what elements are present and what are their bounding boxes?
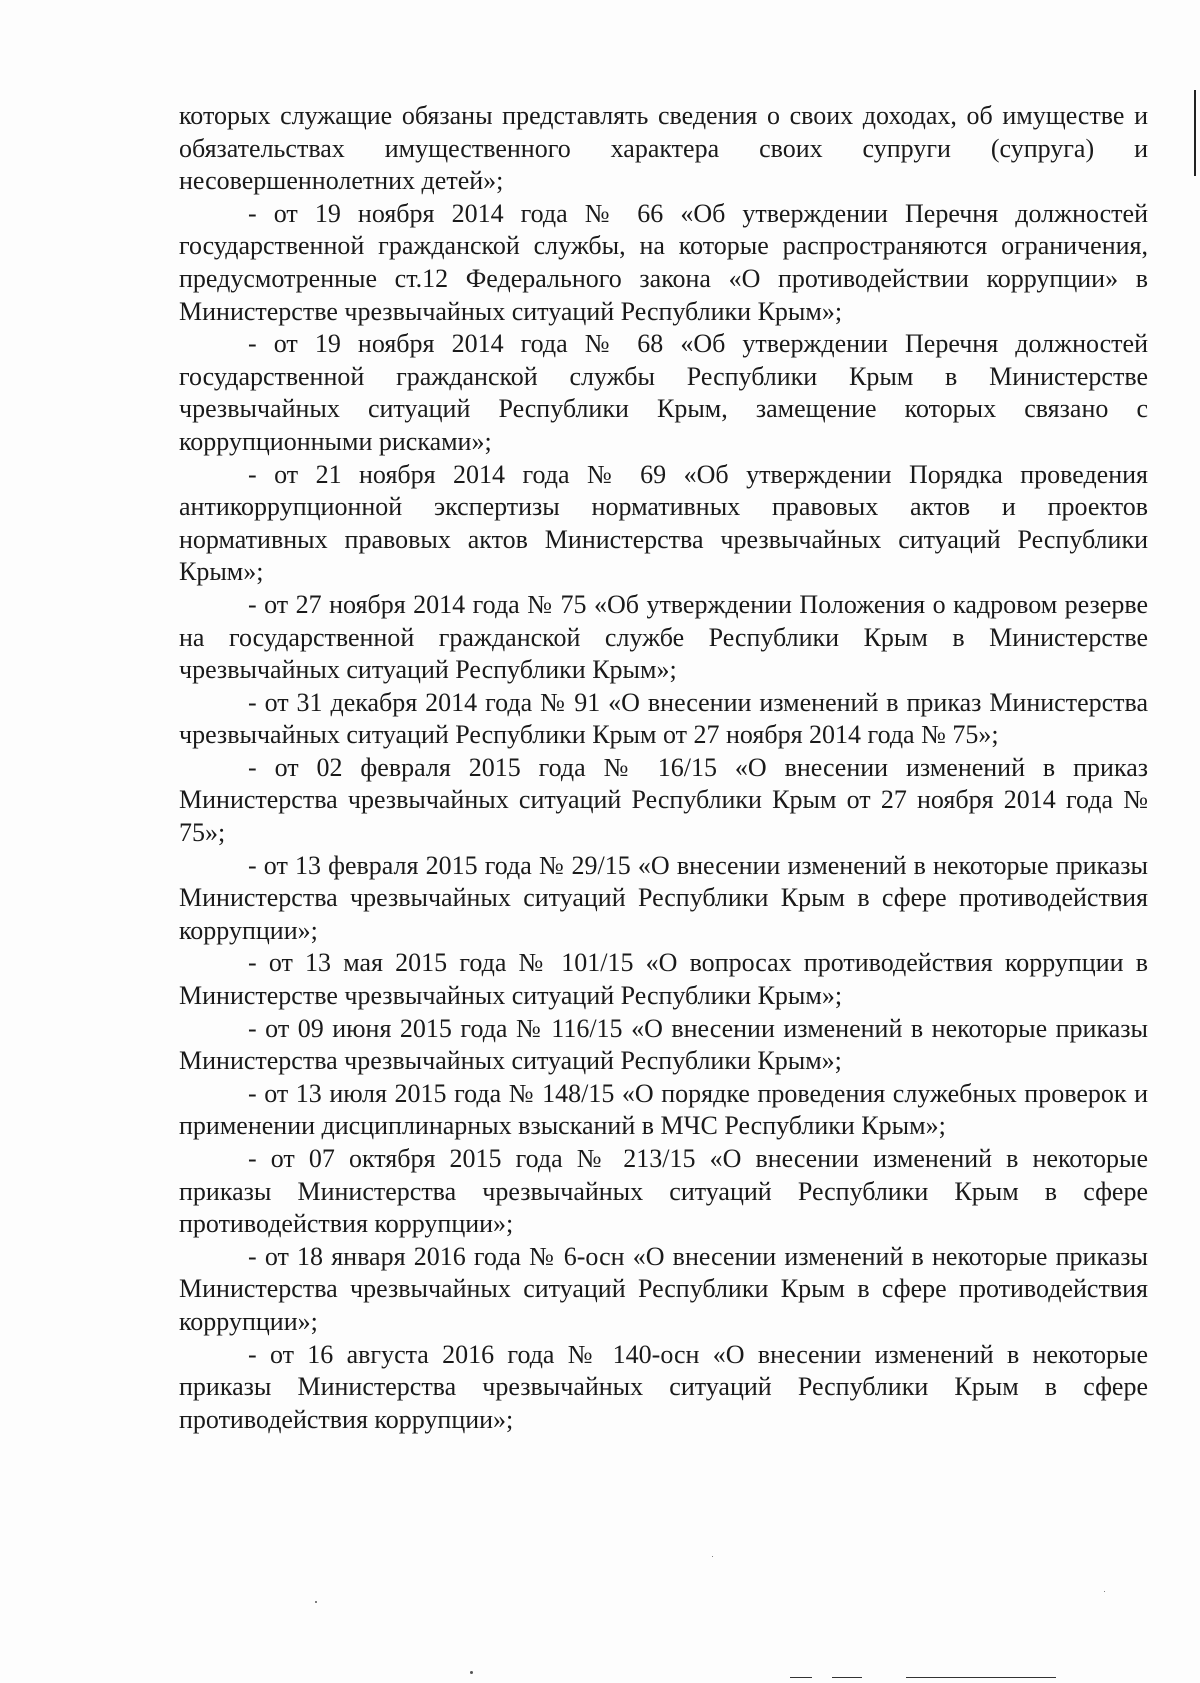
scan-line <box>906 1677 1056 1678</box>
scan-speck <box>470 1671 473 1674</box>
list-item: - от 27 ноября 2014 года № 75 «Об утверждении Положения о кадровом резерве на государственной гражданской службе Республики Крым в Министерстве чрезвычайных ситуаций Республики Крым»; <box>179 589 1148 685</box>
list-item: - от 09 июня 2015 года № 116/15 «О внесении изменений в некоторые приказы Министерства чрезвычайных ситуаций Республики Крым»; <box>179 1013 1148 1076</box>
list-item: - от 13 мая 2015 года № 101/15 «О вопросах противодействия коррупции в Министерстве чрезвычайных ситуаций Республики Крым»; <box>179 948 1148 1011</box>
scan-line <box>790 1677 812 1678</box>
list-item: - от 13 февраля 2015 года № 29/15 «О внесении изменений в некоторые приказы Министерства чрезвычайных ситуаций Республики Крым в сфере противодействия коррупции»; <box>179 850 1148 945</box>
list-item: - от 21 ноября 2014 года № 69 «Об утверждении Порядка проведения антикоррупционной экспертизы нормативных правовых актов и проектов нормативных правовых актов Министерства чрезвычайных ситуаций Республики Крым»; <box>179 459 1148 587</box>
list-item: - от 13 июля 2015 года № 148/15 «О порядке проведения служебных проверок и применении дисциплинарных взысканий в МЧС Республики Крым»; <box>179 1078 1148 1141</box>
scan-line <box>832 1677 862 1678</box>
scan-edge-mark <box>1194 90 1196 176</box>
scan-speck <box>315 1601 317 1603</box>
list-item: - от 19 ноября 2014 года № 68 «Об утверждении Перечня должностей государственной гражданской службы Республики Крым в Министерстве чрезвычайных ситуаций Республики Крым, замещение которых связано с коррупционными рисками»; <box>179 329 1148 456</box>
document-body <box>179 100 1148 1436</box>
list-item: - от 18 января 2016 года № 6-осн «О внесении изменений в некоторые приказы Министерства чрезвычайных ситуаций Республики Крым в сфере противодействия коррупции»; <box>179 1241 1148 1336</box>
list-item: - от 07 октября 2015 года № 213/15 «О внесении изменений в некоторые приказы Министерства чрезвычайных ситуаций Республики Крым в сфере противодействия коррупции»; <box>179 1144 1148 1239</box>
list-item: - от 02 февраля 2015 года № 16/15 «О внесении изменений в приказ Министерства чрезвычайных ситуаций Республики Крым от 27 ноября 2014 года № 75»; <box>179 752 1148 848</box>
scan-speck <box>1104 1591 1105 1592</box>
scan-speck <box>712 1556 713 1557</box>
list-item: - от 16 августа 2016 года № 140-осн «О внесении изменений в некоторые приказы Министерства чрезвычайных ситуаций Республики Крым в сфере противодействия коррупции»; <box>179 1339 1148 1434</box>
paragraph-continuation: которых служащие обязаны представлять сведения о своих доходах, об имуществе и обязательствах имущественного характера своих супруги (супруга) и несовершеннолетних детей»; <box>179 101 1148 196</box>
list-item: - от 19 ноября 2014 года № 66 «Об утверждении Перечня должностей государственной гражданской службы, на которые распространяются ограничения, предусмотренные ст.12 Федерального закона «О противодействии коррупции» в Министерстве чрезвычайных ситуаций Республики Крым»; <box>179 198 1148 326</box>
list-item: - от 31 декабря 2014 года № 91 «О внесении изменений в приказ Министерства чрезвычайных ситуаций Республики Крым от 27 ноября 2014 года № 75»; <box>179 687 1148 750</box>
